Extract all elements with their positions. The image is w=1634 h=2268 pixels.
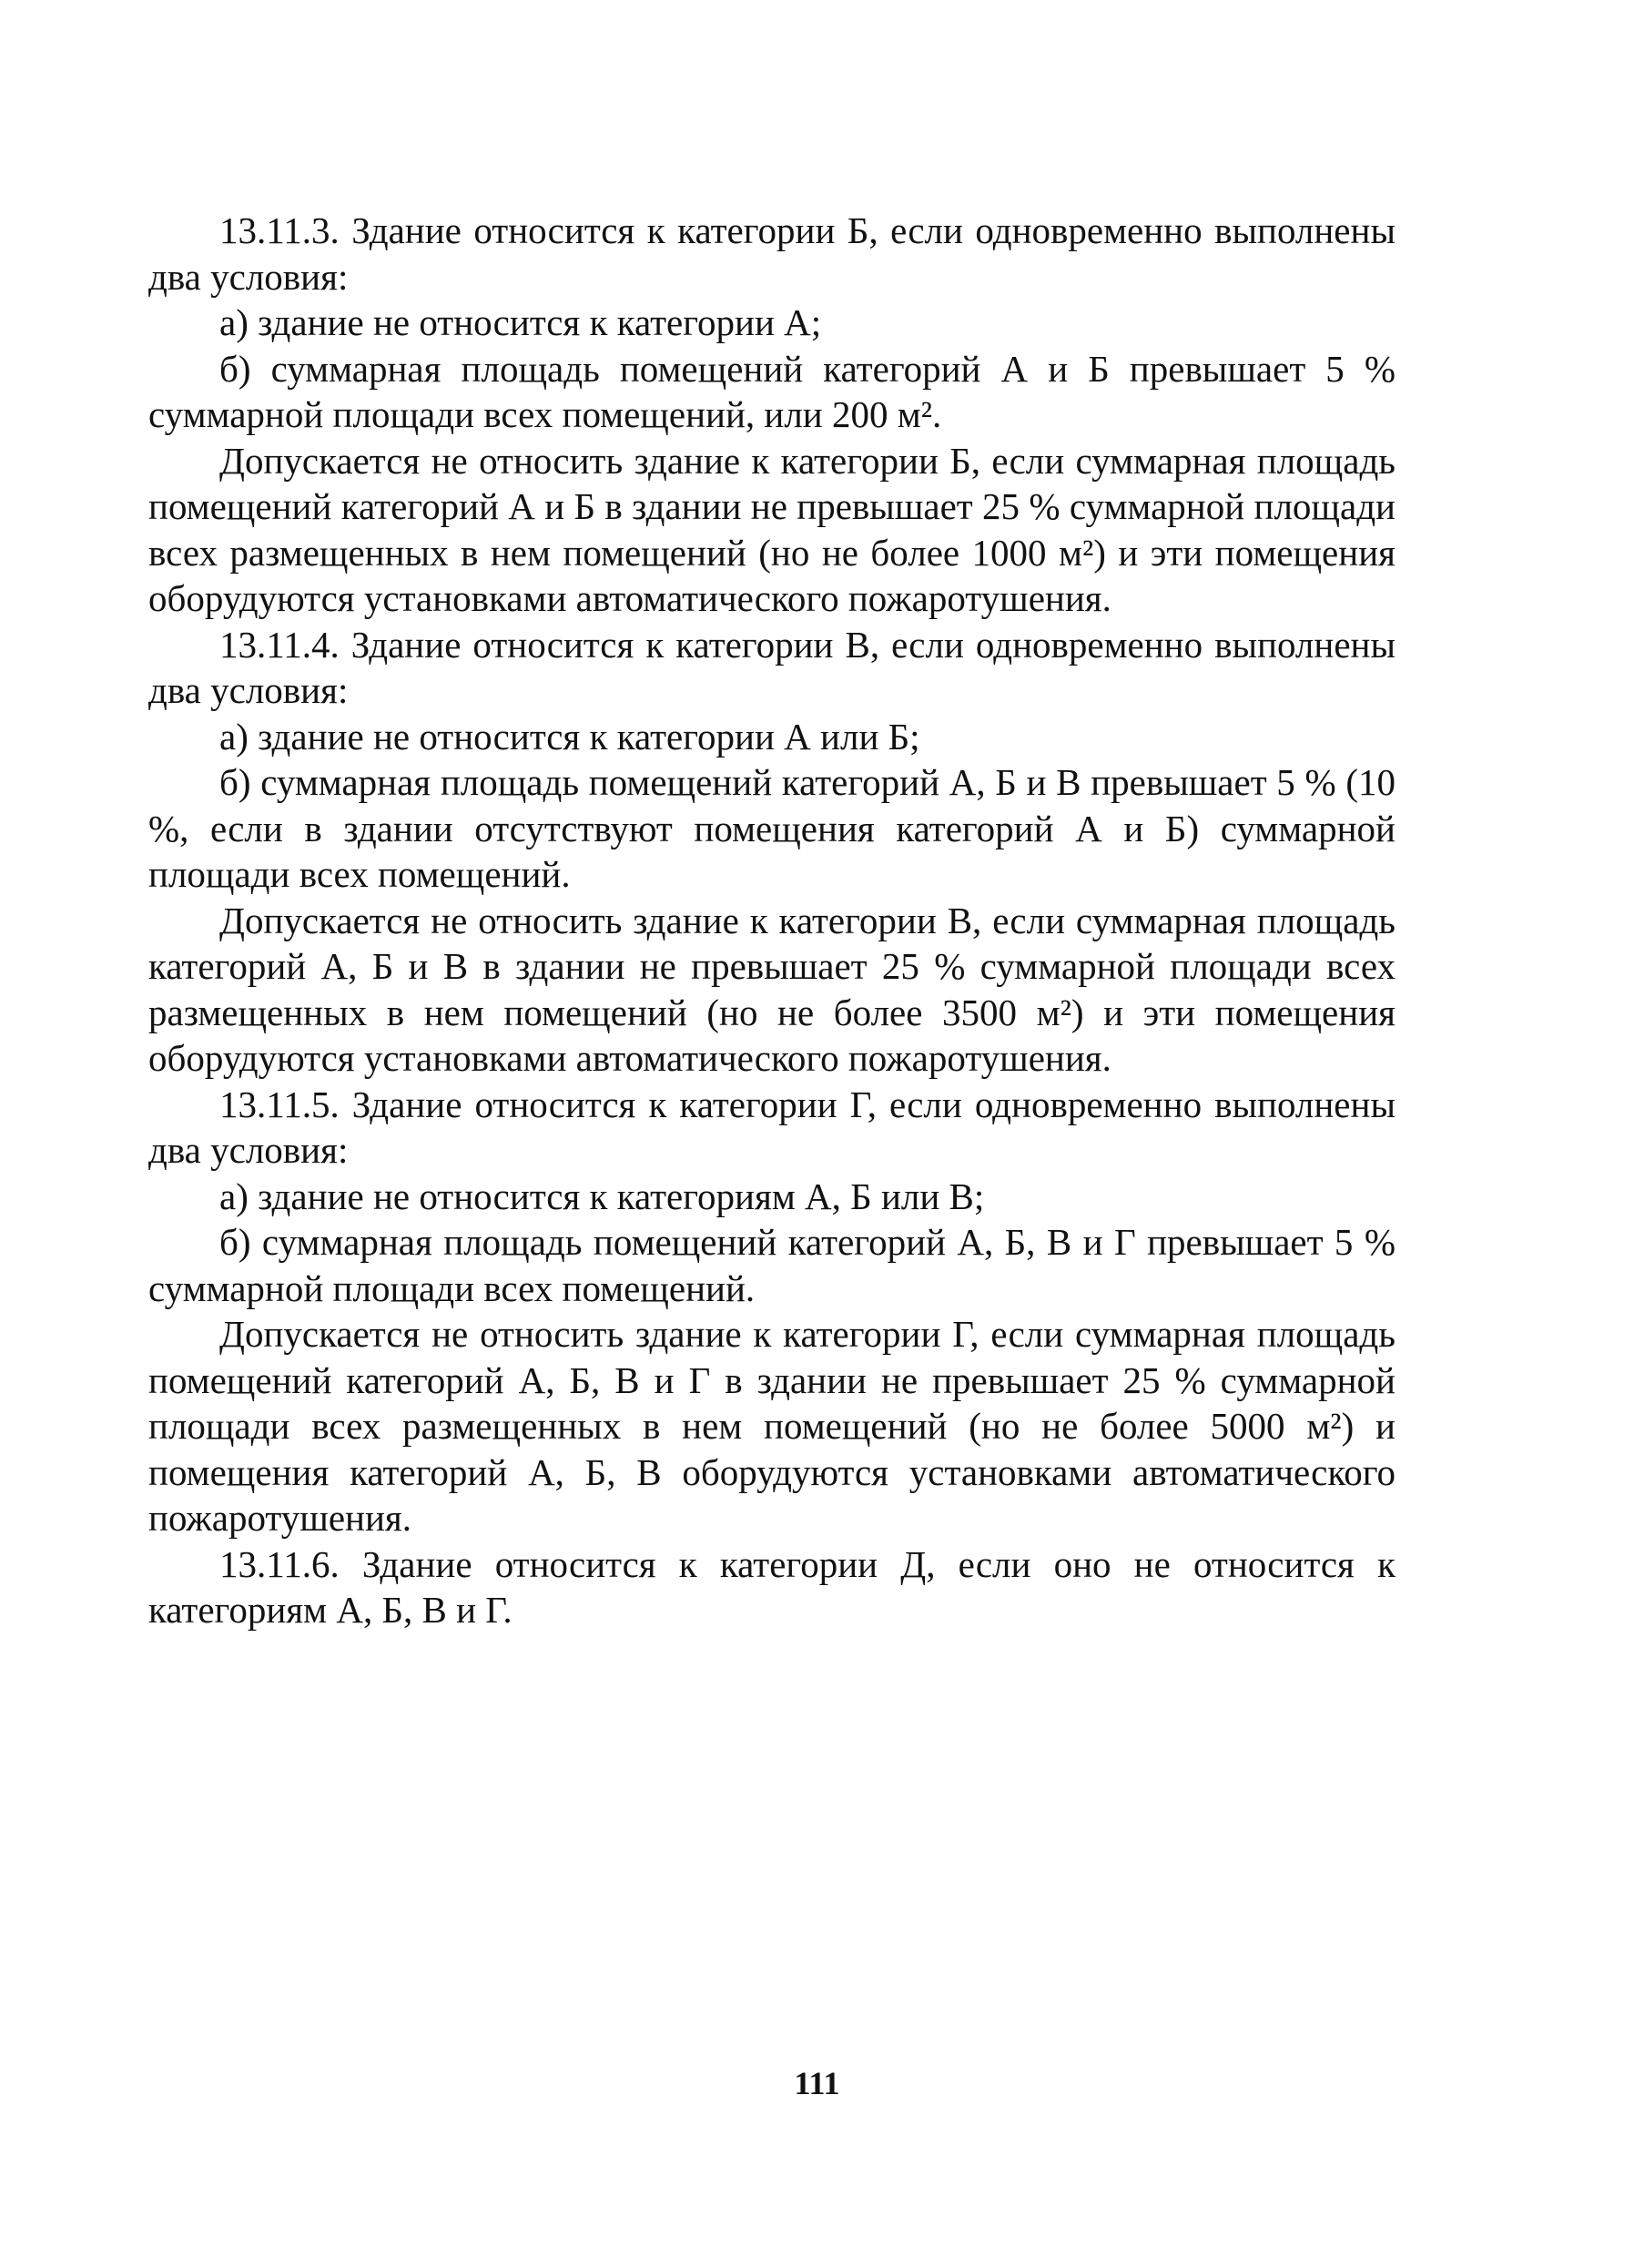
condition-a-13-11-3: а) здание не относится к категории А; (219, 301, 822, 343)
condition-b-13-11-3: б) суммарная площадь помещений категорий А и Б превышает 5 % суммарной площади всех помещений, или 200 м². (148, 347, 1395, 435)
exception-13-11-4: Допускается не относить здание к категории В, если суммарная площадь категорий А, Б и В в здании не превышает 25 % суммарной площади всех размещенных в нем помещений (но не более 3500 м²) и эти помещения оборудуются установками автоматического пожаротушения. (148, 899, 1395, 1079)
paragraph-13-11-5: 13.11.5. Здание относится к категории Г, если одновременно выполнены два условия: (148, 1083, 1395, 1171)
paragraph-13-11-6: 13.11.6. Здание относится к категории Д, если оно не относится к категориям А, Б, В и Г. (148, 1542, 1395, 1631)
condition-b-13-11-5: б) суммарная площадь помещений категорий А, Б, В и Г превышает 5 % суммарной площади всех помещений. (148, 1221, 1395, 1309)
condition-b-13-11-4: б) суммарная площадь помещений категорий А, Б и В превышает 5 % (10 %, если в здании отсутствуют помещения категорий А и Б) суммарной площади всех помещений. (148, 761, 1395, 895)
paragraph-13-11-3: 13.11.3. Здание относится к категории Б, если одновременно выполнены два условия: (148, 209, 1395, 298)
page-number: 111 (794, 2065, 840, 2101)
condition-a-13-11-5: а) здание не относится к категориям А, Б или В; (219, 1175, 985, 1217)
exception-13-11-5: Допускается не относить здание к категории Г, если суммарная площадь помещений категорий А, Б, В и Г в здании не превышает 25 % суммарной площади всех размещенных в нем помещений (но не более 5000 м²) и помещения категорий А, Б, В оборудуются установками автоматического пожаротушения. (148, 1313, 1395, 1539)
paragraph-13-11-4: 13.11.4. Здание относится к категории В, если одновременно выполнены два условия: (148, 623, 1395, 711)
condition-a-13-11-4: а) здание не относится к категории А или Б; (219, 715, 920, 758)
document-body (148, 208, 1395, 1633)
exception-13-11-3: Допускается не относить здание к категории Б, если суммарная площадь помещений категорий А и Б в здании не превышает 25 % суммарной площади всех размещенных в нем помещений (но не более 1000 м²) и эти помещения оборудуются установками автоматического пожаротушения. (148, 439, 1395, 619)
